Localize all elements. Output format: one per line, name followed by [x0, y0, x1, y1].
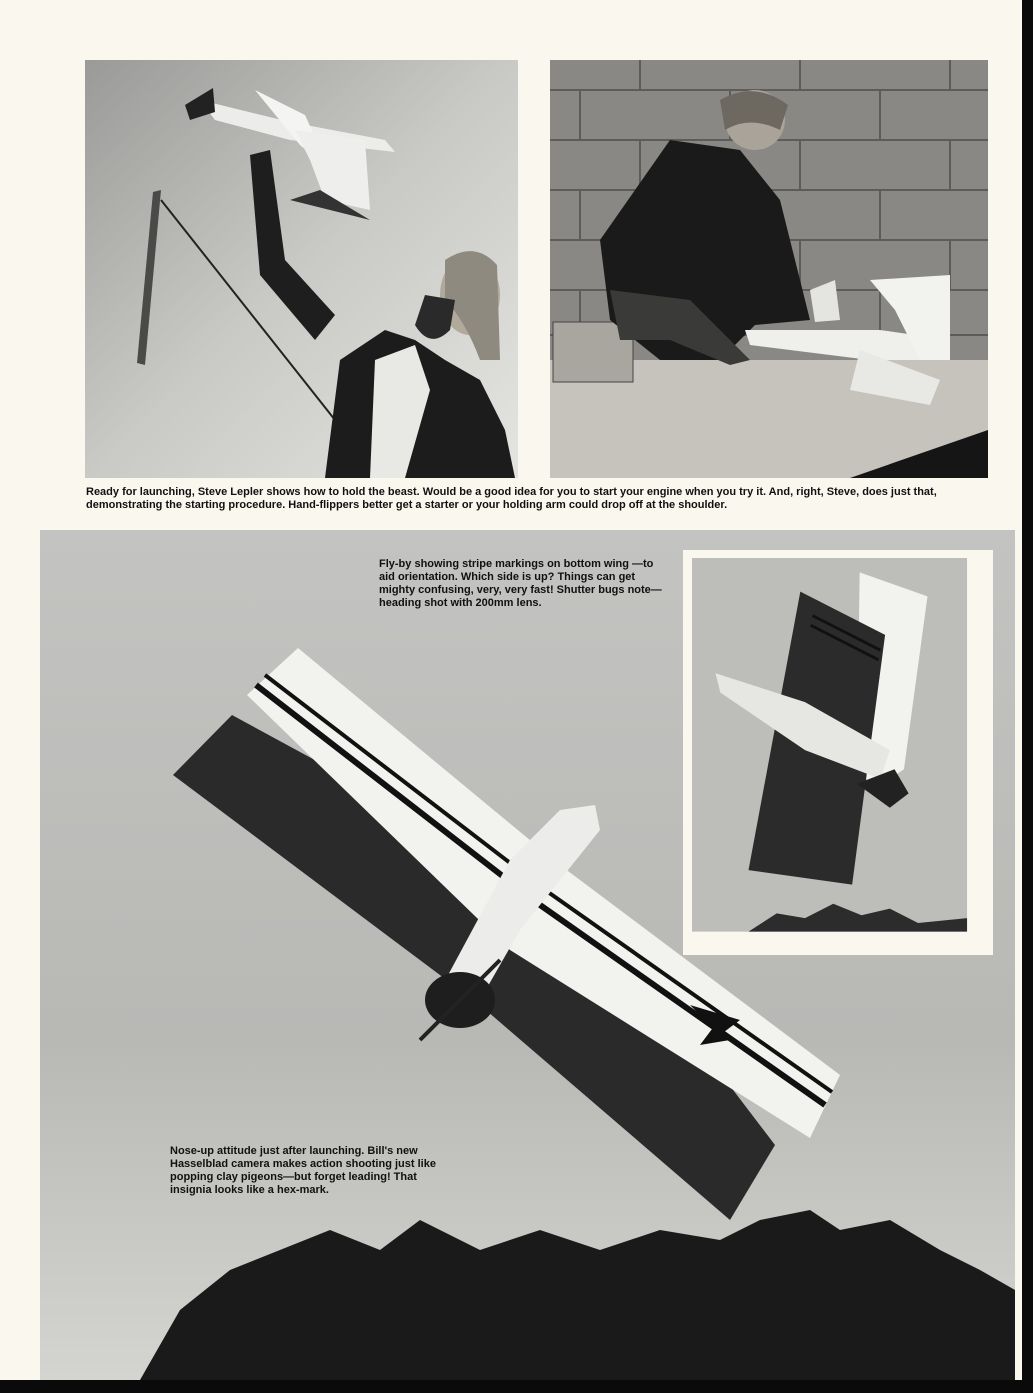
photo-launch	[85, 60, 518, 478]
caption-top-text: Ready for launching, Steve Lepler shows how to hold the beast. Would be a good idea for you to start your engine when you try it. And, right, Steve, does just that, demonstrating the starting procedure. Hand-flippers better get a starter or your holding arm could drop off at the shoulder.	[86, 486, 937, 511]
caption-flyby-text: Fly-by showing stripe markings on bottom wing —to aid orientation. Which side is up? Things can get mighty confusing, very, very fast! Shutter bugs note—heading shot with 200mm lens.	[379, 558, 662, 609]
photo-flyby	[683, 550, 993, 955]
caption-top	[86, 486, 988, 512]
page-edge-bottom	[0, 1380, 1033, 1393]
caption-flyby	[379, 558, 667, 610]
caption-noseup-text: Nose-up attitude just after launching. Bill's new Hasselblad camera makes action shooting just like popping clay pigeons—but forget leading! That insignia looks like a hex-mark.	[170, 1145, 436, 1196]
caption-noseup	[170, 1145, 460, 1197]
page-edge-right	[1022, 0, 1033, 1393]
photo-starting	[550, 60, 988, 478]
